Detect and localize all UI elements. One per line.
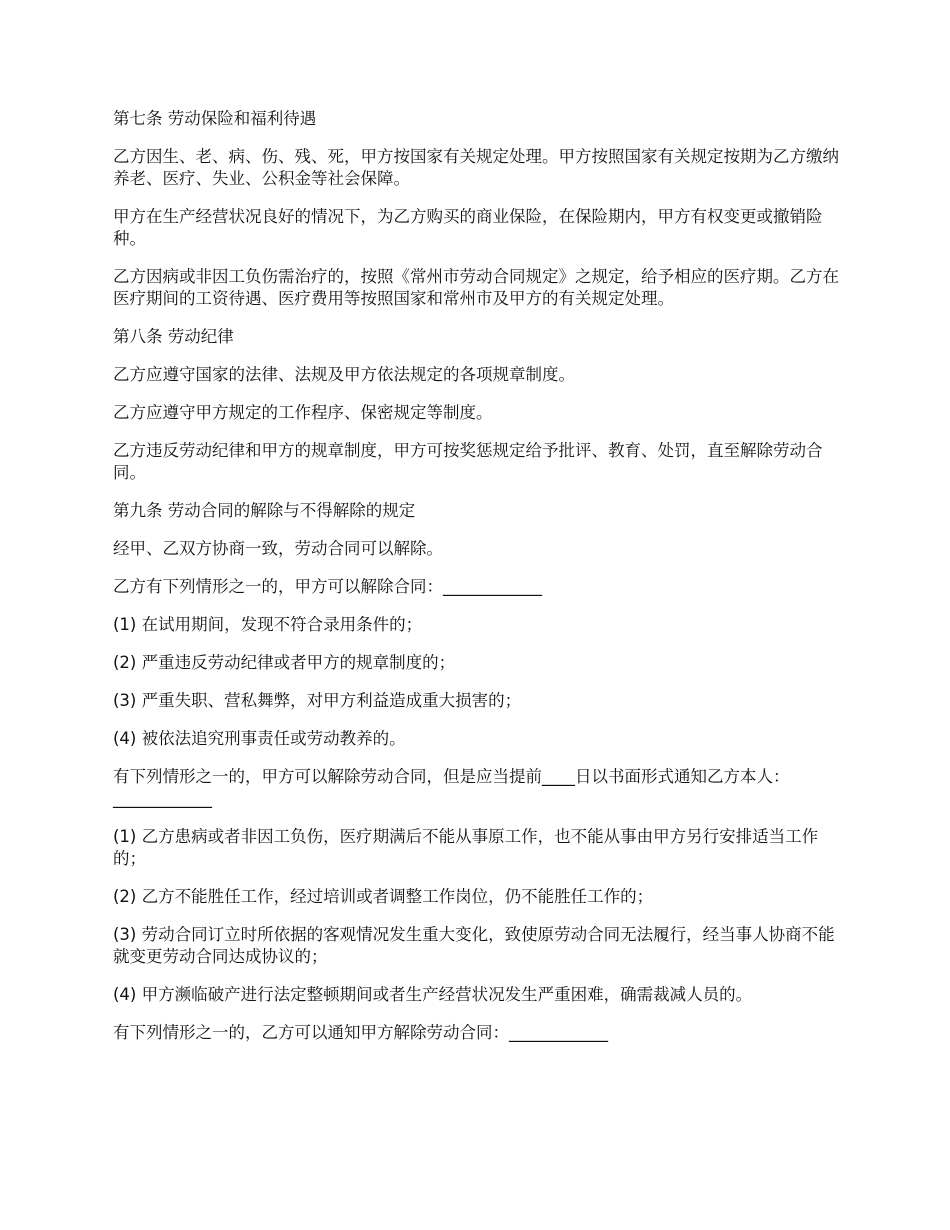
list-item: (1) 乙方患病或者非因工负伤，医疗期满后不能从事原工作，也不能从事由甲方另行安排适当工作的； xyxy=(113,827,819,868)
paragraph: 乙方因病或非因工负伤需治疗的，按照《常州市劳动合同规定》之规定，给予相应的医疗期。乙方在医疗期间的工资待遇、医疗费用等按照国家和常州市及甲方的有关规定处理。 xyxy=(113,267,839,308)
paragraph: 有下列情形之一的，乙方可以通知甲方解除劳动合同：____________ xyxy=(113,1023,608,1042)
list-item: (4) 甲方濒临破产进行法定整顿期间或者生产经营状况发生严重困难，确需裁减人员的。 xyxy=(113,985,753,1004)
list-item: (3) 劳动合同订立时所依据的客观情况发生重大变化，致使原劳动合同无法履行，经当事人协商不能就变更劳动合同达成协议的； xyxy=(113,925,835,966)
list-item: (3) 严重失职、营私舞弊，对甲方利益造成重大损害的； xyxy=(113,691,522,710)
paragraph: 乙方违反劳动纪律和甲方的规章制度，甲方可按奖惩规定给予批评、教育、处罚，直至解除劳动合同。 xyxy=(113,441,823,482)
paragraph: 经甲、乙双方协商一致，劳动合同可以解除。 xyxy=(113,539,443,558)
list-item: (1) 在试用期间，发现不符合录用条件的； xyxy=(113,615,423,634)
paragraph: 甲方在生产经营状况良好的情况下，为乙方购买的商业保险，在保险期内，甲方有权变更或撤销险种。 xyxy=(113,207,823,248)
section-heading-article-7: 第七条 劳动保险和福利待遇 xyxy=(113,109,317,128)
paragraph: 乙方应遵守甲方规定的工作程序、保密规定等制度。 xyxy=(113,403,493,422)
list-item: (4) 被依法追究刑事责任或劳动教养的。 xyxy=(113,729,406,748)
list-item: (2) 乙方不能胜任工作，经过培训或者调整工作岗位，仍不能胜任工作的； xyxy=(113,887,654,906)
paragraph: 乙方因生、老、病、伤、残、死，甲方按国家有关规定处理。甲方按照国家有关规定按期为乙方缴纳养老、医疗、失业、公积金等社会保障。 xyxy=(113,147,839,188)
paragraph: 有下列情形之一的，甲方可以解除劳动合同，但是应当提前____日以书面形式通知乙方本人：____________ xyxy=(113,767,790,808)
section-heading-article-8: 第八条 劳动纪律 xyxy=(113,327,234,346)
document-page xyxy=(113,108,843,1060)
paragraph: 乙方有下列情形之一的，甲方可以解除合同：____________ xyxy=(113,577,542,596)
paragraph: 乙方应遵守国家的法律、法规及甲方依法规定的各项规章制度。 xyxy=(113,365,575,384)
list-item: (2) 严重违反劳动纪律或者甲方的规章制度的； xyxy=(113,653,456,672)
section-heading-article-9: 第九条 劳动合同的解除与不得解除的规定 xyxy=(113,501,416,520)
